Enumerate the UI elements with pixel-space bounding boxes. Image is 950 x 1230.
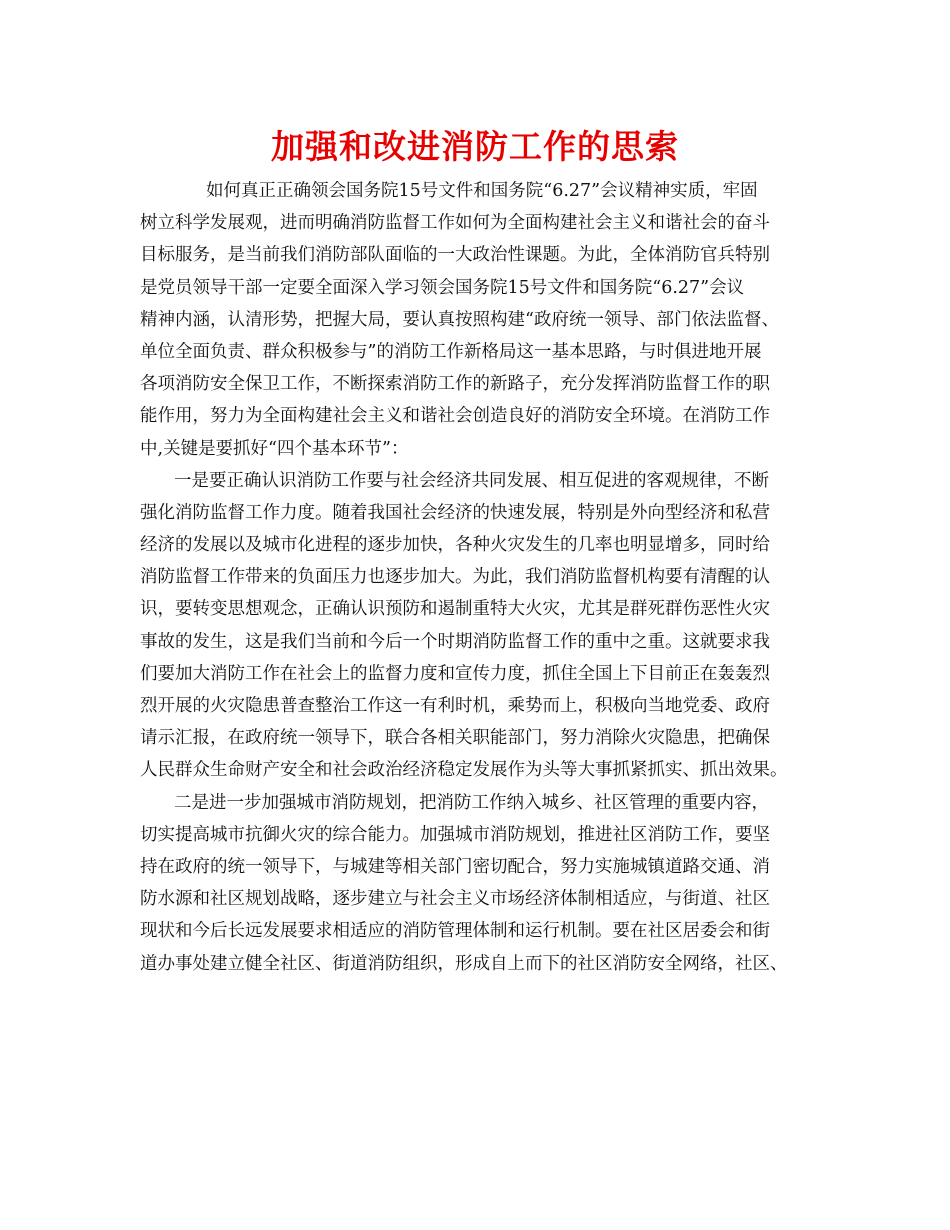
text-line: 经济的发展以及城市化进程的逐步加快，各种火灾发生的几率也明显增多，同时给 [140, 535, 770, 556]
text-line: 树立科学发展观，进而明确消防监督工作如何为全面构建社会主义和谐社会的奋斗 [140, 213, 770, 234]
text-line: 持在政府的统一领导下，与城建等相关部门密切配合，努力实施城镇道路交通、消 [140, 856, 770, 877]
text-line: 请示汇报，在政府统一领导下，联合各相关职能部门，努力消除火灾隐患，把确保 [140, 728, 770, 749]
text-line: 切实提高城市抗御火灾的综合能力。加强城市消防规划，推进社区消防工作，要坚 [140, 824, 770, 845]
document-body [140, 175, 825, 980]
text-line: 们要加大消防工作在社会上的监督力度和宣传力度，抓住全国上下目前正在轰轰烈 [140, 663, 770, 684]
text-line: 精神内涵，认清形势，把握大局，要认真按照构建“政府统一领导、部门依法监督、 [140, 309, 779, 330]
text-line: 二是进一步加强城市消防规划，把消防工作纳入城乡、社区管理的重要内容， [174, 792, 769, 813]
text-line: 现状和今后长远发展要求相适应的消防管理体制和运行机制。要在社区居委会和街 [140, 921, 770, 942]
text-line: 防水源和社区规划战略，逐步建立与社会主义市场经济体制相适应，与街道、社区 [140, 889, 770, 910]
text-line: 人民群众生命财产安全和社会政治经济稳定发展作为头等大事抓紧抓实、抓出效果。 [140, 760, 788, 781]
text-line: 是党员领导干部一定要全面深入学习领会国务院15号文件和国务院“6.27”会议 [140, 277, 745, 298]
paragraph-intro [140, 175, 825, 465]
text-line: 单位全面负责、群众积极参与”的消防工作新格局这一基本思路，与时俱进地开展 [140, 341, 762, 362]
text-line: 目标服务，是当前我们消防部队面临的一大政治性课题。为此，全体消防官兵特别 [140, 245, 770, 266]
text-line: 消防监督工作带来的负面压力也逐步加大。为此，我们消防监督机构要有清醒的认 [140, 567, 770, 588]
document-title: 加强和改进消防工作的思索 [271, 127, 679, 166]
paragraph-point-one [140, 465, 825, 787]
text-line: 各项消防安全保卫工作，不断探索消防工作的新路子，充分发挥消防监督工作的职 [140, 374, 770, 395]
text-line: 道办事处建立健全社区、街道消防组织，形成自上而下的社区消防安全网络，社区、 [140, 953, 788, 974]
text-line: 能作用，努力为全面构建社会主义和谐社会创造良好的消防安全环境。在消防工作 [140, 406, 770, 427]
paragraph-point-two [140, 787, 825, 980]
text-line: 事故的发生，这是我们当前和今后一个时期消防监督工作的重中之重。这就要求我 [140, 631, 770, 652]
text-line: 如何真正正确领会国务院15号文件和国务院“6.27”会议精神实质，牢固 [206, 181, 758, 201]
text-line: 识，要转变思想观念，正确认识预防和遏制重特大火灾，尤其是群死群伤恶性火灾 [140, 599, 770, 620]
text-line: 强化消防监督工作力度。随着我国社会经济的快速发展，特别是外向型经济和私营 [140, 502, 770, 523]
text-line: 中,关键是要抓好“四个基本环节”： [140, 438, 409, 459]
text-line: 烈开展的火灾隐患普查整治工作这一有利时机，乘势而上，积极向当地党委、政府 [140, 696, 770, 716]
text-line: 一是要正确认识消防工作要与社会经济共同发展、相互促进的客观规律，不断 [174, 470, 769, 491]
